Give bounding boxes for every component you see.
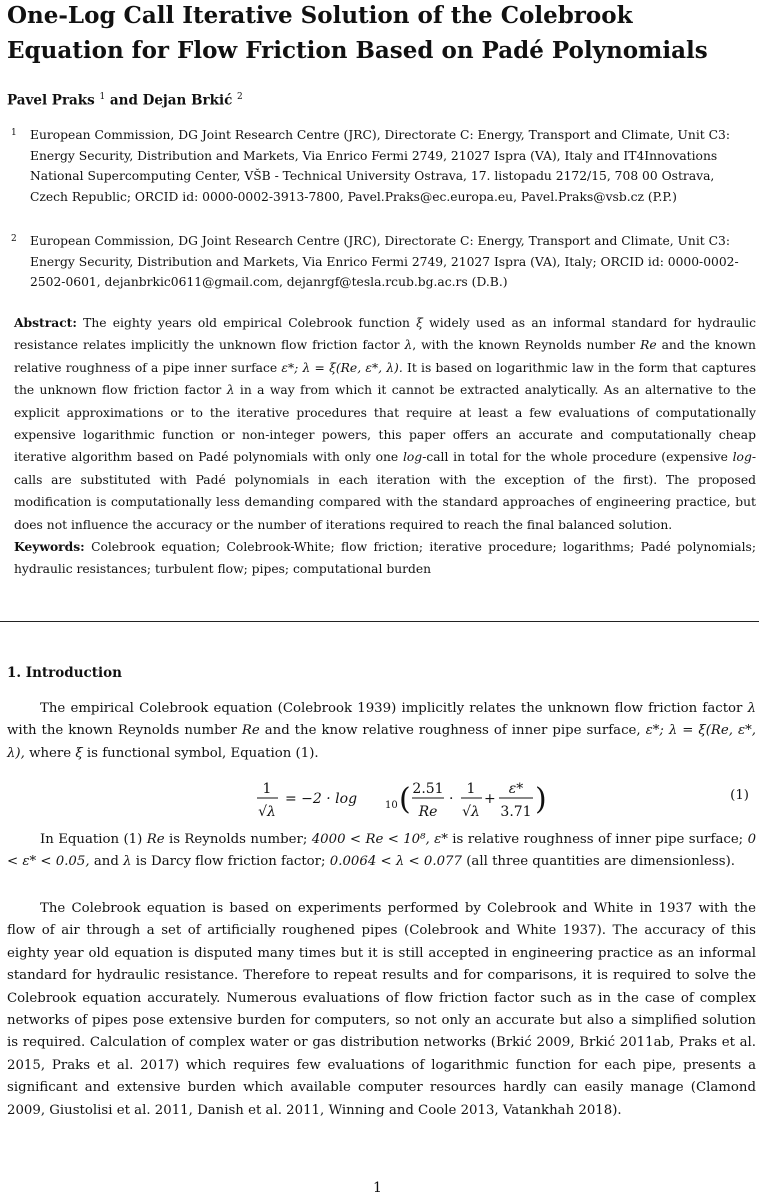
abstract-label: Abstract: [14, 315, 77, 330]
affiliation-2 [11, 231, 755, 293]
math-symbol: ξ [416, 316, 423, 330]
authors [7, 92, 243, 109]
body-text: is Reynolds number; [168, 832, 308, 847]
abstract-text: in a way from which it cannot be extracted analytically. As an alternative to the explicit approximations or to the iterative procedures that require at least a few evaluations of computationally expensive logarithmic function or non-integer powers, this paper offers an accurate and computationally cheap iterative algorithm based on Padé polynomials with only one [14, 383, 756, 465]
abstract-text: -call in total for the whole procedure (expensive [422, 450, 728, 465]
affiliation-number: 1 [11, 128, 17, 138]
abstract-text: and the known relative roughness of a pipe inner surface [14, 338, 756, 375]
eq-multiply-dot: · [449, 791, 454, 807]
affiliation-text: European Commission, DG Joint Research Centre (JRC), Directorate C: Energy, Transport and Climate, Unit C3: Energy Security, Distribution and Markets, Via Enrico Fermi 2749, 21027 Ispra (VA), Italy; ORCID id: 0000-0002-2502-0601, dejanbrkic0611@gmail.com, dejanrgf@tesla.rcub.bg.ac.rs (D.B.) [30, 234, 739, 289]
eq-rhs-prefix: = −2 · log [285, 791, 358, 807]
keywords-label: Keywords: [14, 539, 85, 555]
equation-number: (1) [730, 788, 749, 803]
affiliation-number: 2 [11, 234, 17, 244]
body-text: where [29, 745, 72, 761]
abstract-text: -calls are substituted with Padé polynomials in each iteration with the exception of the first). The proposed modification is computationally less demanding compared with the standard approaches of engineering practice, but does not influence the accuracy or the number of iterations required to reach the final balanced solution. [14, 450, 756, 532]
author-2: Dejan Brkić [142, 92, 233, 109]
eq-frac1-numerator: 2.51 [412, 781, 444, 797]
body-text: and the know relative roughness of inner pipe surface, [264, 723, 641, 739]
eq-lhs-denominator: √λ [258, 804, 276, 820]
body-text: and [93, 854, 119, 870]
author-2-affiliation-marker: 2 [237, 92, 243, 102]
body-text: is relative roughness of inner pipe surface; [452, 832, 744, 847]
math-symbol: λ [747, 701, 757, 716]
math-inline: ε*; λ = ξ(Re, ε*, λ), [7, 723, 756, 761]
eq-frac3-numerator: ε* [508, 781, 524, 797]
body-text: is Darcy flow friction factor; [135, 854, 326, 870]
body-text: In Equation (1) [40, 832, 143, 847]
math-symbol: ε* [434, 832, 448, 847]
math-symbol: log [732, 450, 752, 465]
math-symbol: log [402, 450, 423, 465]
math-symbol: λ [123, 854, 132, 870]
math-inline: ε*; λ = ξ(Re, ε*, λ). [281, 360, 403, 375]
author-1: Pavel Praks [7, 92, 95, 109]
abstract-text: The eighty years old empirical Colebrook function [83, 316, 410, 330]
keywords [14, 536, 756, 581]
intro-paragraph-3: The Colebrook equation is based on experiments performed by Colebrook and White in 1937 with the flow of air through a set of artificially roughened pipes (Colebrook and White 1937). The accuracy of this eighty year old equation is disputed many times but it is still accepted in engineering practice as an informal standard for hydraulic resistance. Therefore to repeat results and for comparisons, it is required to solve the Colebrook equation accurately. Numerous evaluations of flow friction factor such as in the case of complex networks of pipes pose extensive burden for computers, so not only an accurate but also a simplified solution is required. Calculation of complex water or gas distribution networks (Brkić 2009, Brkić 2011ab, Praks et al. 2015, Praks et al. 2017) which requires few evaluations of logarithmic function for each pipe, presents a significant and extensive burden which available computer resources hardly can easily manage (Clamond 2009, Giustolisi et al. 2011, Danish et al. 2011, Winning and Coole 2013, Vatankhah 2018). [7, 901, 756, 1118]
body-text: The empirical Colebrook equation (Colebrook 1939) implicitly relates the unknown flow friction factor [40, 701, 743, 716]
section-divider [0, 621, 759, 622]
math-symbol: ξ [75, 745, 83, 761]
section-heading: 1. Introduction [7, 665, 122, 681]
keywords-text: Colebrook equation; Colebrook-White; flow friction; iterative procedure; logarithms; Padé polynomials; hydraulic resistances; turbulent flow; pipes; computational burden [14, 540, 756, 577]
eq-log-subscript: 10 [385, 800, 398, 811]
math-symbol: Re [241, 723, 260, 739]
eq-plus: + [484, 791, 496, 807]
abstract-text: , with the known Reynolds number [412, 338, 636, 353]
eq-frac1-denominator: Re [418, 804, 438, 820]
math-inline: 0 < ε* < 0.05, [7, 832, 757, 870]
intro-paragraph-1 [7, 698, 756, 765]
eq-frac2-denominator: √λ [462, 804, 480, 820]
abstract-paragraph [14, 312, 756, 536]
intro-paragraph-2 [7, 829, 756, 874]
abstract [14, 312, 756, 581]
page-number: 1 [373, 1180, 382, 1196]
abstract-text: widely used as an informal standard for hydraulic resistance relates implicitly the unknown flow friction factor [14, 316, 756, 353]
math-inline: 4000 < Re < 10⁸, [311, 832, 430, 847]
eq-frac3-denominator: 3.71 [500, 804, 532, 820]
math-symbol: Re [146, 832, 165, 847]
colebrook-equation [0, 776, 759, 824]
affiliation-text: European Commission, DG Joint Research Centre (JRC), Directorate C: Energy, Transport and Climate, Unit C3: Energy Security, Distribution and Markets, Via Enrico Fermi 2749, 21027 Ispra (VA), Italy and IT4Innovations National Supercomputing Center, VŠB - Technical University Ostrava, 17. listopadu 2172/15, 708 00 Ostrava, Czech Republic; ORCID id: 0000-0002-3913-7800, Pavel.Praks@ec.europa.eu, Pavel.Praks@vsb.cz (P.P.) [30, 128, 730, 204]
paper-title: One-Log Call Iterative Solution of the Colebrook Equation for Flow Friction Based on Padé Polynomials [7, 2, 708, 64]
math-symbol: λ [404, 338, 413, 353]
eq-frac2-numerator: 1 [466, 781, 476, 797]
affiliation-1 [11, 125, 755, 207]
eq-lhs-numerator: 1 [262, 781, 272, 797]
math-inline: 0.0064 < λ < 0.077 [329, 854, 462, 870]
body-text: is functional symbol, Equation (1). [86, 745, 319, 761]
eq-paren-open: ( [399, 782, 411, 817]
eq-paren-close: ) [535, 782, 547, 817]
body-text: with the known Reynolds number [7, 723, 237, 739]
math-symbol: λ [226, 383, 235, 398]
abstract-text: It is based on logarithmic law in the form that captures the unknown flow friction factor [14, 360, 756, 398]
authors-conjunction: and [109, 92, 138, 109]
author-1-affiliation-marker: 1 [99, 92, 106, 102]
math-symbol: Re [640, 338, 657, 353]
body-text: (all three quantities are dimensionless). [466, 854, 735, 870]
